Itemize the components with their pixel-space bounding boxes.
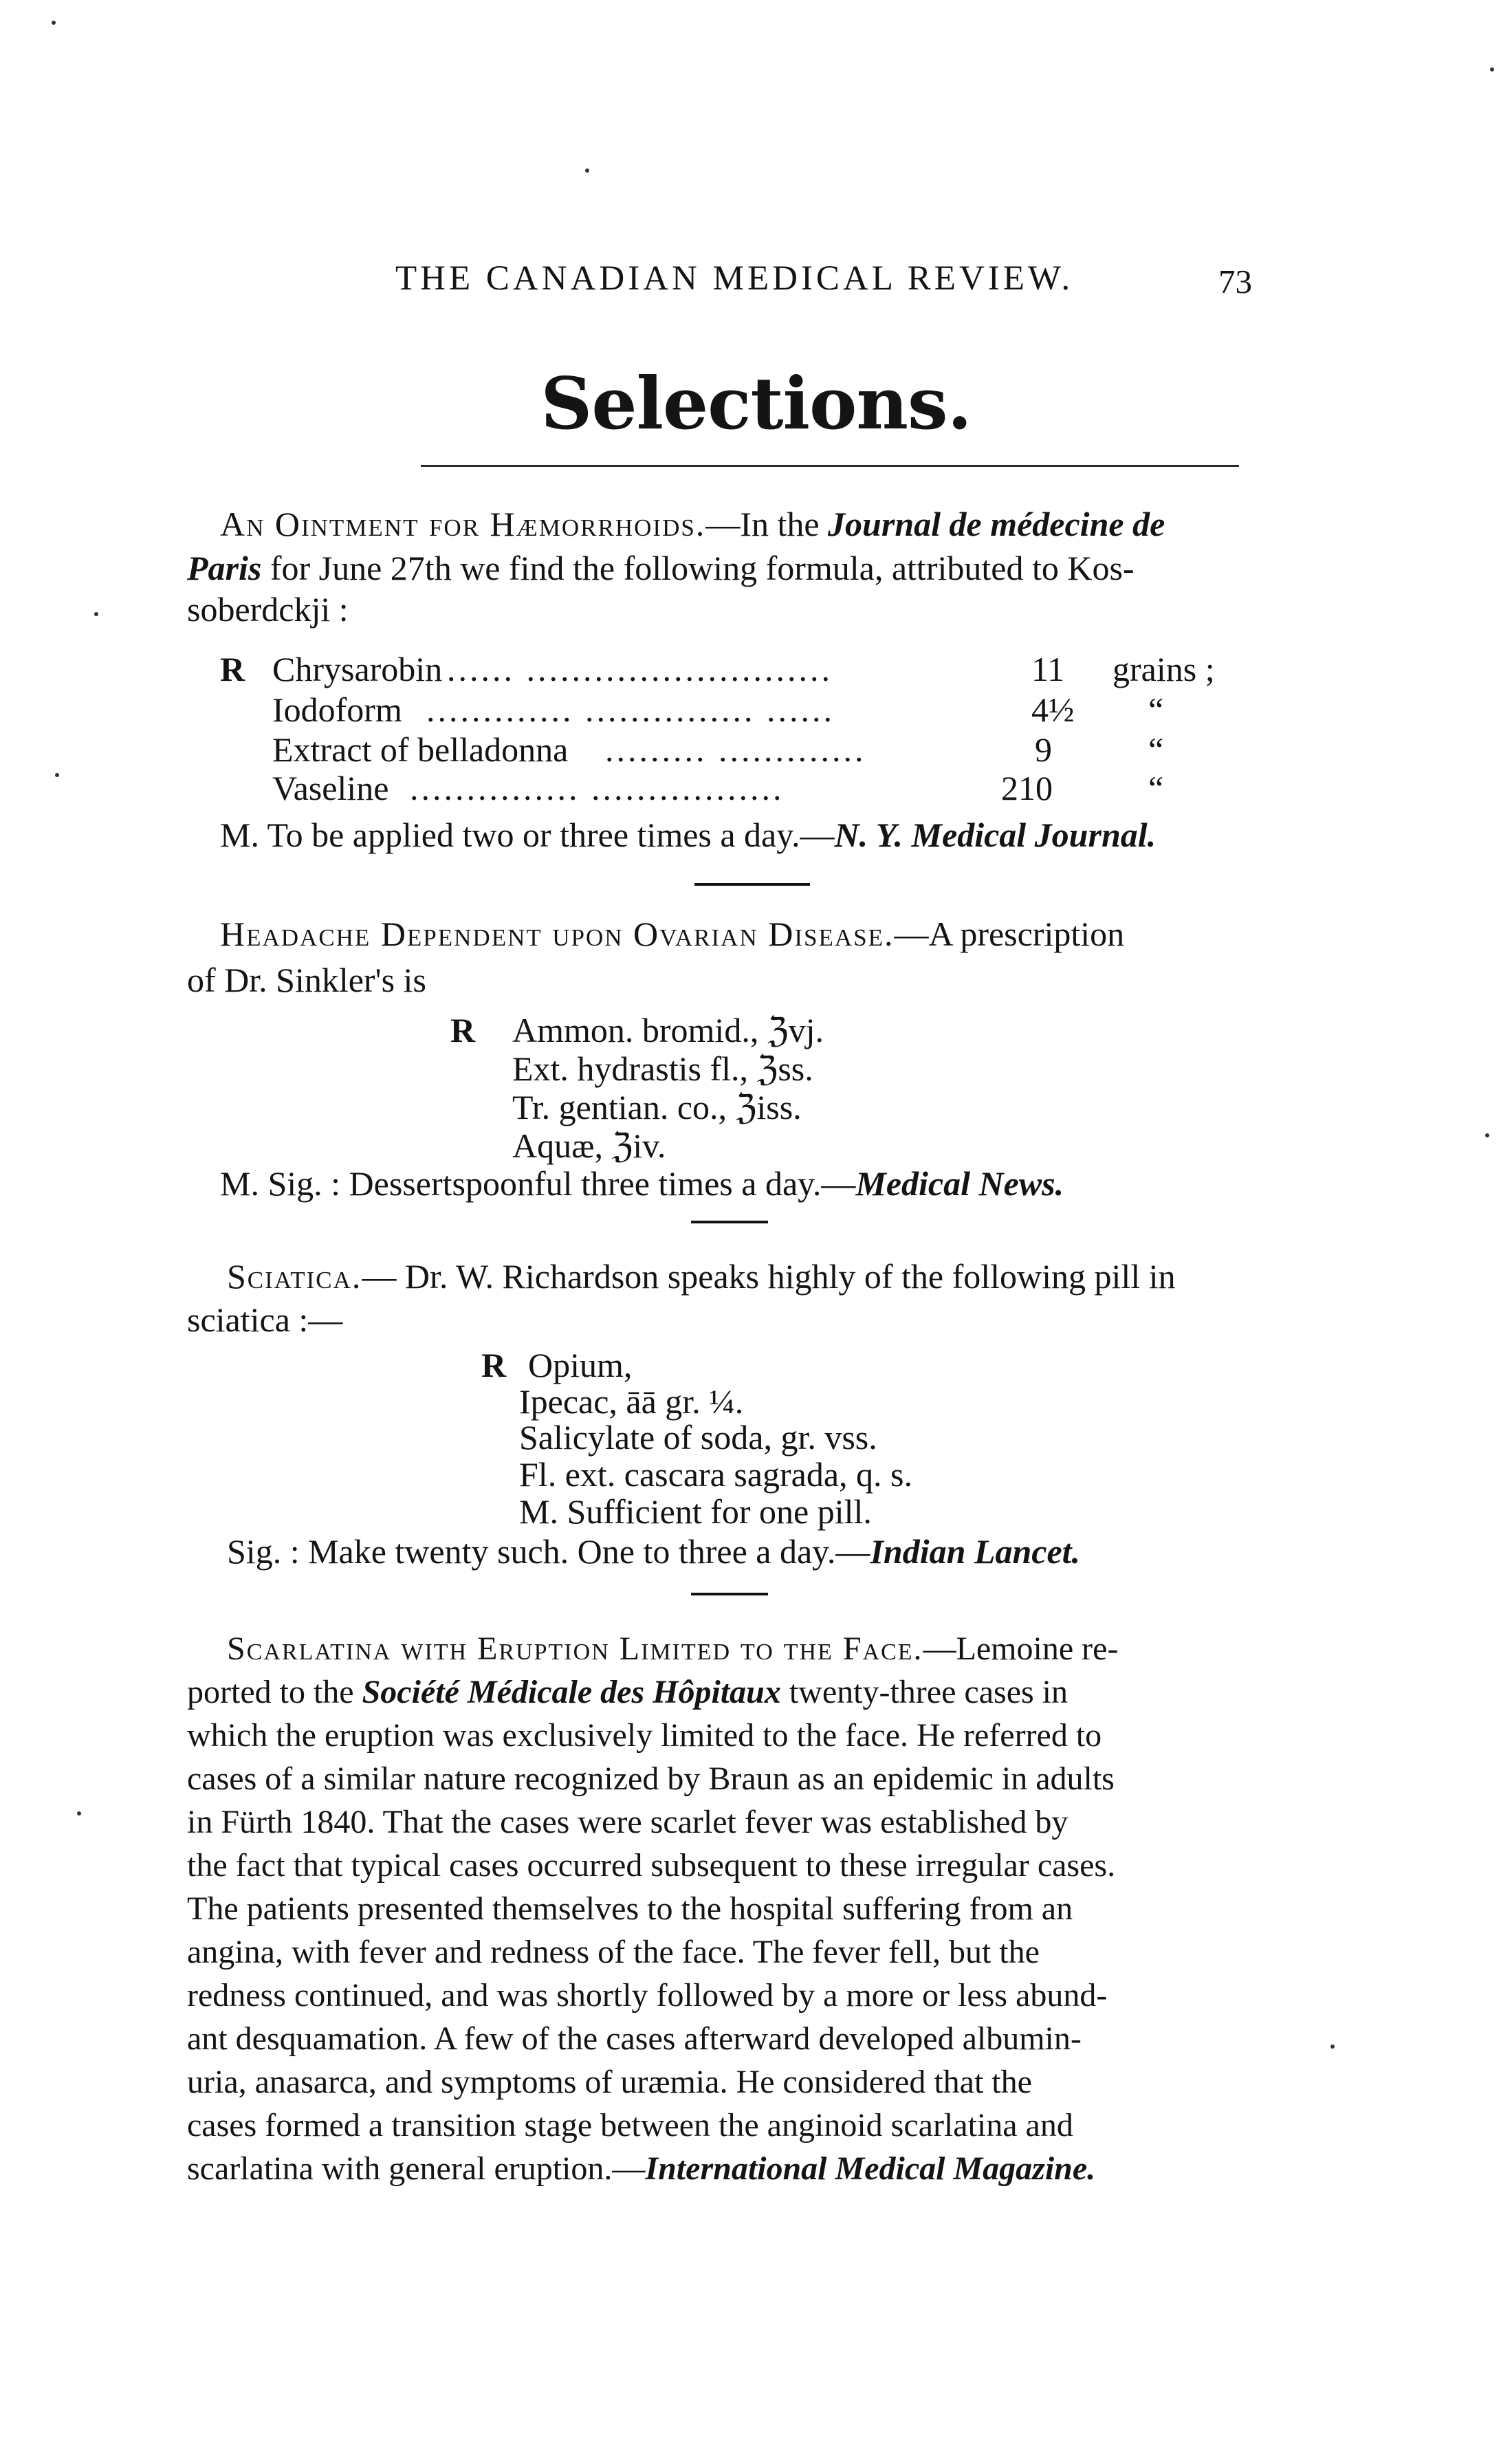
article4-line: which the eruption was exclusively limited to the face. He referred to: [187, 1717, 1102, 1754]
article1-heading-line: [220, 503, 1165, 545]
article4-last-line: [187, 2147, 1095, 2191]
rx-line: M. Sufficient for one pill.: [519, 1492, 872, 1531]
article-divider: [691, 1221, 768, 1223]
rx-line: Aquæ, ℨiv.: [512, 1126, 666, 1165]
article1-line2: [187, 547, 1135, 589]
article1-sig-line: [220, 814, 1156, 855]
article3-line2: sciatica :—: [187, 1300, 343, 1339]
scan-speck: [1485, 1133, 1489, 1137]
rx-unit: “: [1148, 769, 1164, 807]
leader-dots: ............. ............... ......: [426, 690, 835, 729]
article2-line2: of Dr. Sinkler's is: [187, 961, 426, 999]
article3-heading-line: [227, 1256, 1176, 1297]
rx-qty: 210: [1001, 769, 1053, 807]
leader-dots: ......... .............: [605, 730, 866, 769]
rx-line: Opium,: [528, 1346, 633, 1384]
scan-speck: [55, 773, 59, 777]
leader-dots: ...... ...........................: [447, 650, 833, 688]
rx-line: Ext. hydrastis fl., ℨss.: [512, 1049, 813, 1088]
article1-intro: —In the: [705, 505, 829, 543]
article4-heading-line: [227, 1627, 1118, 1671]
article1-source: N. Y. Medical Journal.: [834, 816, 1157, 854]
article2-source: Medical News.: [855, 1164, 1064, 1203]
article3-heading: Sciatica.: [227, 1257, 362, 1296]
scan-speck: [1490, 67, 1494, 72]
running-header: THE CANADIAN MEDICAL REVIEW.: [395, 259, 1074, 298]
article4-society: Société Médicale des Hôpitaux: [362, 1674, 781, 1710]
article4-line: [187, 1670, 1068, 1714]
article1-journal-2: Paris: [187, 549, 262, 587]
article2-intro: —A prescription: [894, 915, 1125, 953]
rx-line: Salicylate of soda, gr. vss.: [519, 1418, 877, 1457]
article4-text: twenty-three cases in: [780, 1674, 1069, 1710]
article4-source: International Medical Magazine.: [645, 2150, 1096, 2187]
article2-rx-symbol: R: [450, 1011, 476, 1049]
rx-qty: 11: [1031, 650, 1065, 688]
article4-heading: Scarlatina with Eruption Limited to the Face.: [227, 1631, 923, 1667]
article4-text: —Lemoine re-: [923, 1631, 1119, 1667]
rx-qty: 9: [1035, 730, 1052, 769]
article3-sig: Sig. : Make twenty such. One to three a day.—: [227, 1532, 870, 1571]
article2-heading-line: [220, 913, 1124, 955]
article1-rx-symbol: R: [220, 650, 245, 688]
rx-item: Chrysarobin: [272, 650, 443, 688]
article1-heading: An Ointment for Hæmorrhoids.: [220, 505, 706, 543]
article4-line: The patients presented themselves to the hospital suffering from an: [187, 1890, 1073, 1927]
article4-text: scarlatina with general eruption.—: [187, 2150, 646, 2187]
article3-sig-line: [227, 1531, 1080, 1572]
rx-unit: grains ;: [1113, 650, 1215, 688]
scan-speck: [1330, 2045, 1335, 2049]
article2-sig: M. Sig. : Dessertspoonful three times a day.—: [220, 1164, 856, 1203]
article4-line: redness continued, and was shortly followed by a more or less abund-: [187, 1977, 1108, 2014]
rx-unit: “: [1148, 730, 1164, 769]
article3-intro: — Dr. W. Richardson speaks highly of the following pill in: [362, 1257, 1176, 1296]
article1-intro-b: for June 27th we find the following formula, attributed to Kos-: [261, 549, 1135, 587]
rx-item: Extract of belladonna: [272, 730, 569, 769]
article4-line: angina, with fever and redness of the face. The fever fell, but the: [187, 1934, 1040, 1970]
article4-line: cases of a similar nature recognized by Braun as an epidemic in adults: [187, 1760, 1115, 1797]
article2-sig-line: [220, 1163, 1064, 1204]
article1-journal: Journal de médecine de: [828, 505, 1165, 543]
rx-unit: “: [1148, 690, 1164, 729]
article4-line: uria, anasarca, and symptoms of uræmia. He considered that the: [187, 2064, 1032, 2100]
rx-line: Ipecac, āā gr. ¼.: [519, 1382, 744, 1421]
rx-item: Iodoform: [272, 690, 402, 729]
scan-speck: [77, 1811, 81, 1816]
section-title: Selections.: [540, 361, 972, 446]
article1-sig: M. To be applied two or three times a day.—: [220, 816, 835, 854]
rx-item: Vaseline: [272, 769, 389, 807]
section-rule: [421, 465, 1239, 467]
article4-line: the fact that typical cases occurred subsequent to these irregular cases.: [187, 1847, 1116, 1884]
rx-line: Ammon. bromid., ℨvj.: [512, 1011, 824, 1049]
leader-dots: ............... .................: [410, 769, 785, 807]
rx-line: Tr. gentian. co., ℨiss.: [512, 1088, 802, 1126]
scan-speck: [585, 168, 589, 173]
rx-line: Fl. ext. cascara sagrada, q. s.: [519, 1455, 912, 1494]
article2-heading: Headache Dependent upon Ovarian Disease.: [220, 915, 895, 953]
scan-speck: [52, 21, 56, 25]
article4-text: ported to the: [187, 1674, 362, 1710]
rx-qty: 4½: [1031, 690, 1075, 729]
page-number: 73: [1218, 263, 1252, 301]
article3-rx-symbol: R: [481, 1346, 507, 1384]
article3-source: Indian Lancet.: [870, 1532, 1081, 1571]
article1-line3: soberdckji :: [187, 590, 349, 629]
article4-line: in Fürth 1840. That the cases were scarlet fever was established by: [187, 1804, 1069, 1840]
article-divider: [694, 883, 810, 886]
scan-speck: [94, 612, 98, 616]
article4-line: cases formed a transition stage between the anginoid scarlatina and: [187, 2107, 1073, 2144]
article-divider: [691, 1593, 768, 1595]
article4-line: ant desquamation. A few of the cases afterward developed albumin-: [187, 2020, 1082, 2057]
